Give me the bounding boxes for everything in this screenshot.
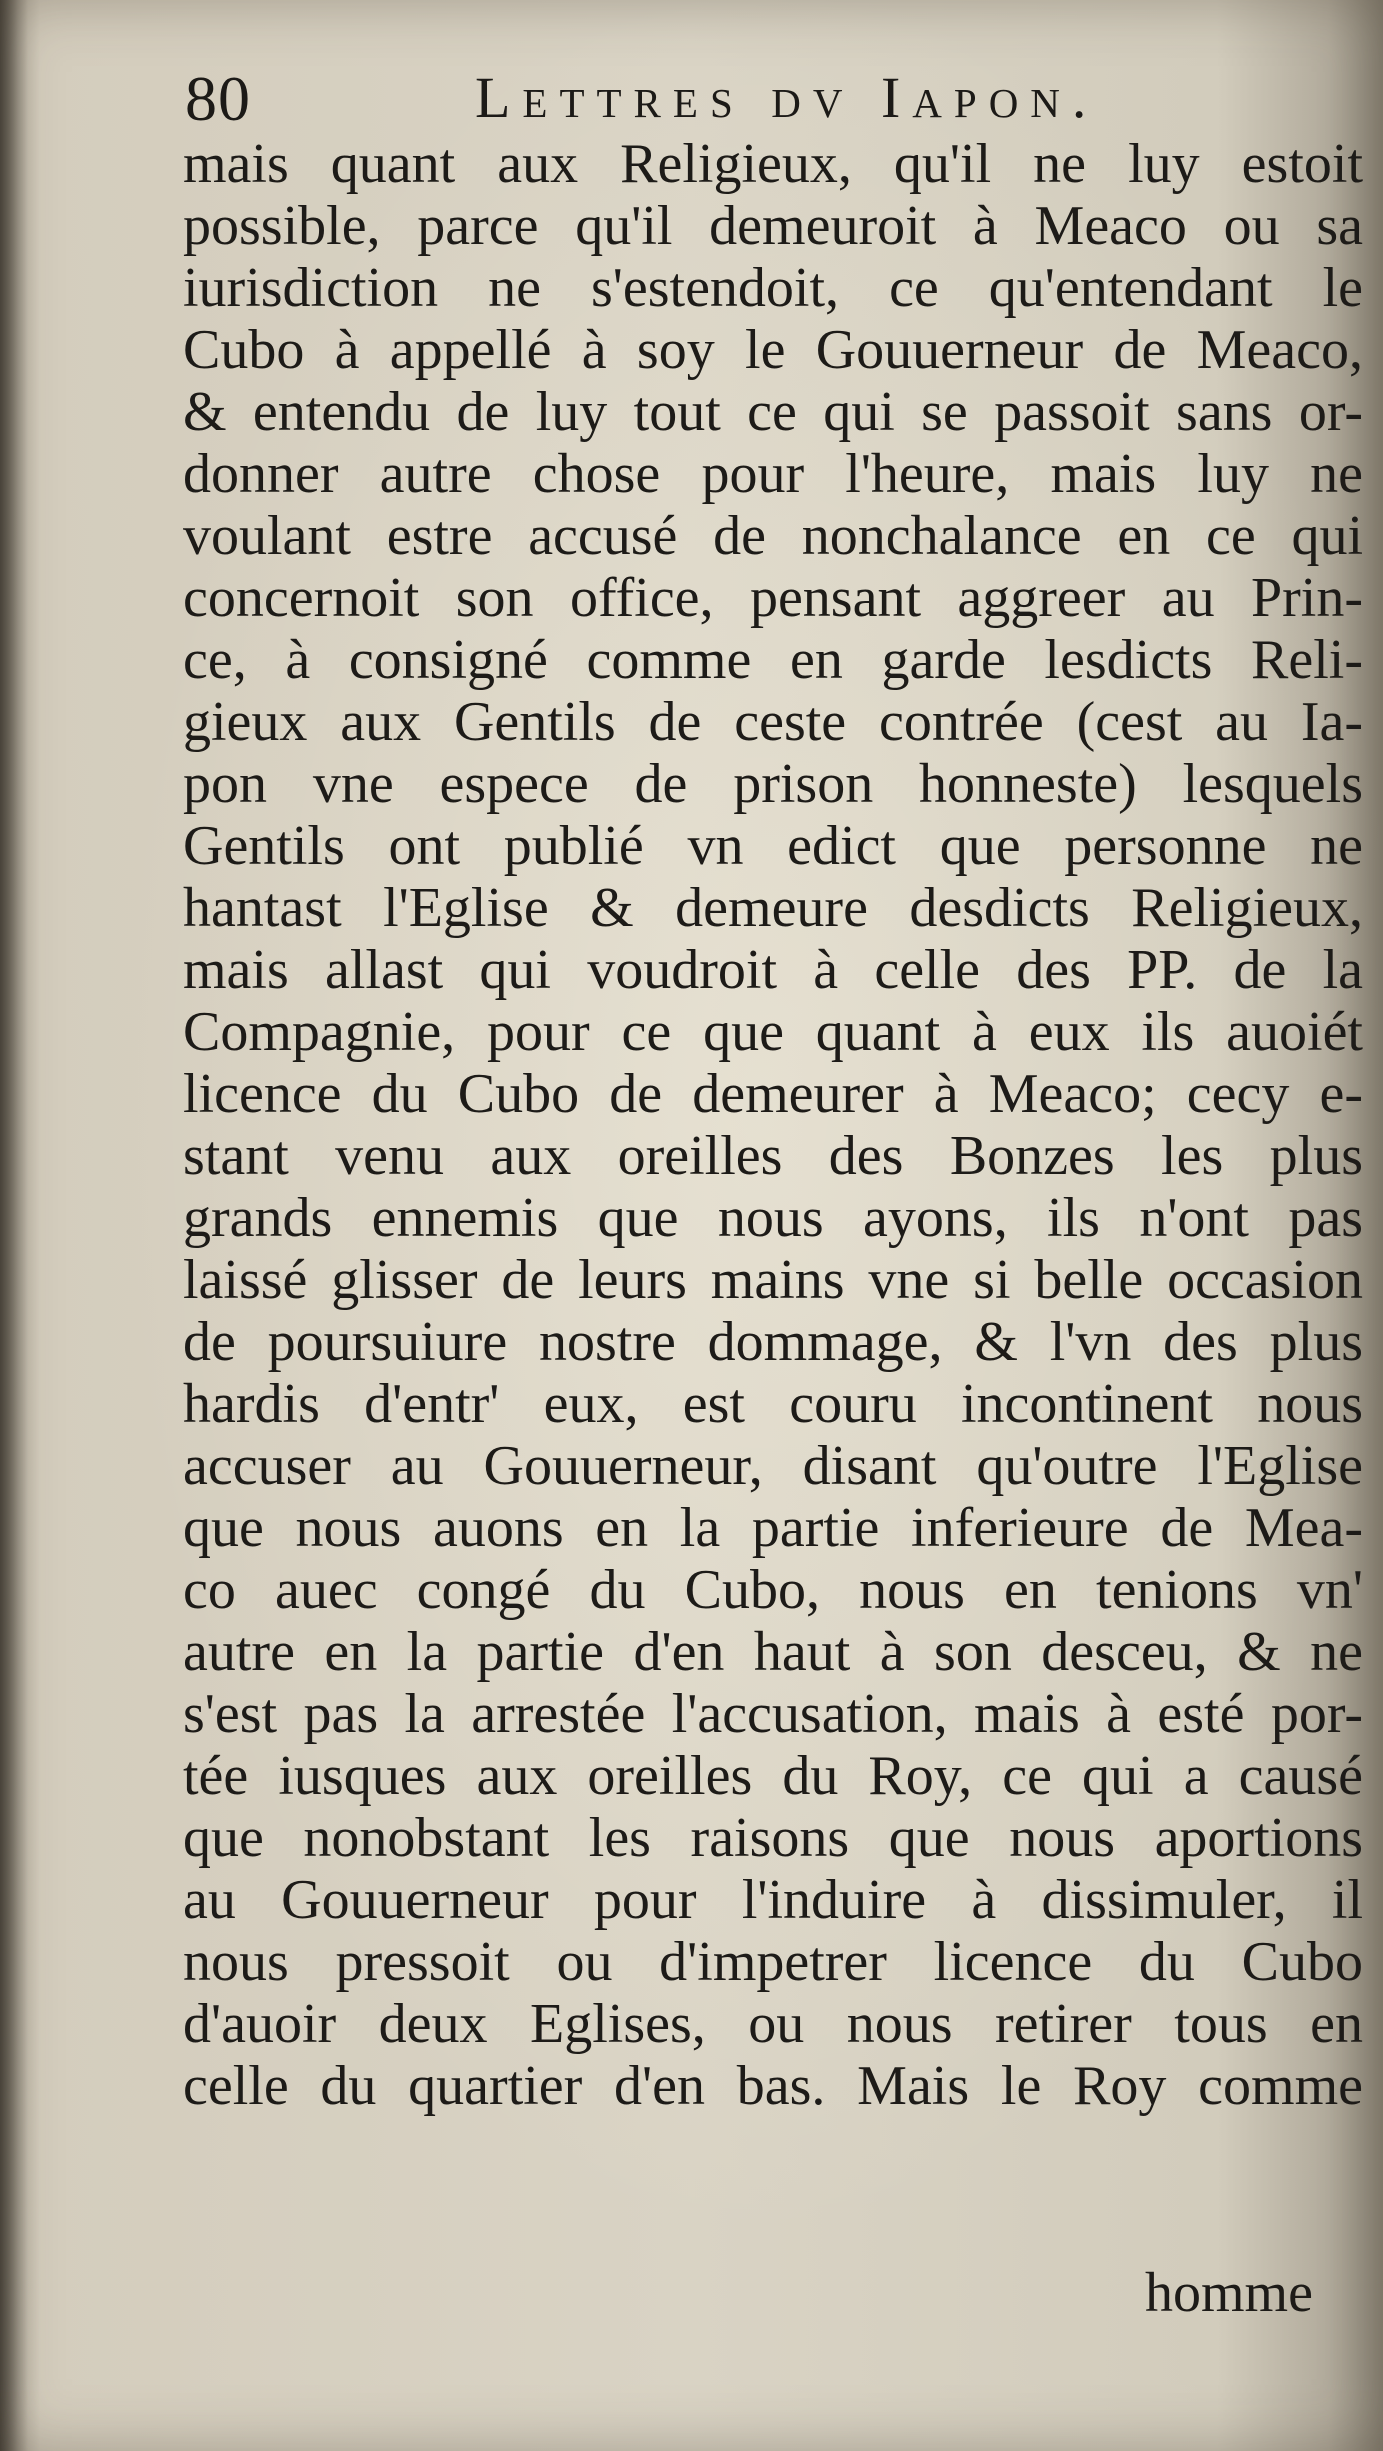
- text-line: au Gouuerneur pour l'induire à dissimuler, il: [183, 1869, 1363, 1931]
- text-line: licence du Cubo de demeurer à Meaco; cecy e-: [183, 1063, 1363, 1125]
- text-line: Gentils ont publié vn edict que personne ne: [183, 815, 1363, 877]
- body-text: [183, 133, 1363, 2117]
- text-line: celle du quartier d'en bas. Mais le Roy comme: [183, 2055, 1363, 2117]
- text-line: gieux aux Gentils de ceste contrée (cest au Ia-: [183, 691, 1363, 753]
- text-line: possible, parce qu'il demeuroit à Meaco ou sa: [183, 195, 1363, 257]
- text-line: stant venu aux oreilles des Bonzes les plus: [183, 1125, 1363, 1187]
- text-line: donner autre chose pour l'heure, mais luy ne: [183, 443, 1363, 505]
- text-line: nous pressoit ou d'impetrer licence du Cubo: [183, 1931, 1363, 1993]
- running-head: [185, 52, 1365, 142]
- text-line: hardis d'entr' eux, est couru incontinent nous: [183, 1373, 1363, 1435]
- text-line: que nonobstant les raisons que nous aportions: [183, 1807, 1363, 1869]
- page-number: 80: [185, 63, 251, 134]
- text-line: s'est pas la arrestée l'accusation, mais à esté por-: [183, 1683, 1363, 1745]
- running-title: Lettres dv Iapon.: [475, 65, 1099, 130]
- text-line: autre en la partie d'en haut à son desceu, & ne: [183, 1621, 1363, 1683]
- text-line: co auec congé du Cubo, nous en tenions vn': [183, 1559, 1363, 1621]
- text-line: Compagnie, pour ce que quant à eux ils auoiét: [183, 1001, 1363, 1063]
- text-line: ce, à consigné comme en garde lesdicts Reli-: [183, 629, 1363, 691]
- text-line: de poursuiure nostre dommage, & l'vn des plus: [183, 1311, 1363, 1373]
- text-line: d'auoir deux Eglises, ou nous retirer tous en: [183, 1993, 1363, 2055]
- text-line: que nous auons en la partie inferieure de Mea-: [183, 1497, 1363, 1559]
- text-line: mais quant aux Religieux, qu'il ne luy estoit: [183, 133, 1363, 195]
- gutter-shadow: [0, 0, 28, 2451]
- text-line: mais allast qui voudroit à celle des PP. de la: [183, 939, 1363, 1001]
- text-line: iurisdiction ne s'estendoit, ce qu'entendant le: [183, 257, 1363, 319]
- text-line: concernoit son office, pensant aggreer au Prin-: [183, 567, 1363, 629]
- text-line: voulant estre accusé de nonchalance en ce qui: [183, 505, 1363, 567]
- text-line: Cubo à appellé à soy le Gouuerneur de Meaco,: [183, 319, 1363, 381]
- text-line: grands ennemis que nous ayons, ils n'ont pas: [183, 1187, 1363, 1249]
- text-line: hantast l'Eglise & demeure desdicts Religieux,: [183, 877, 1363, 939]
- text-line: & entendu de luy tout ce qui se passoit sans or-: [183, 381, 1363, 443]
- text-line: accuser au Gouuerneur, disant qu'outre l'Eglise: [183, 1435, 1363, 1497]
- catchword: homme: [1145, 2262, 1313, 2324]
- text-line: laissé glisser de leurs mains vne si belle occasion: [183, 1249, 1363, 1311]
- text-line: tée iusques aux oreilles du Roy, ce qui a causé: [183, 1745, 1363, 1807]
- text-line: pon vne espece de prison honneste) lesquels: [183, 753, 1363, 815]
